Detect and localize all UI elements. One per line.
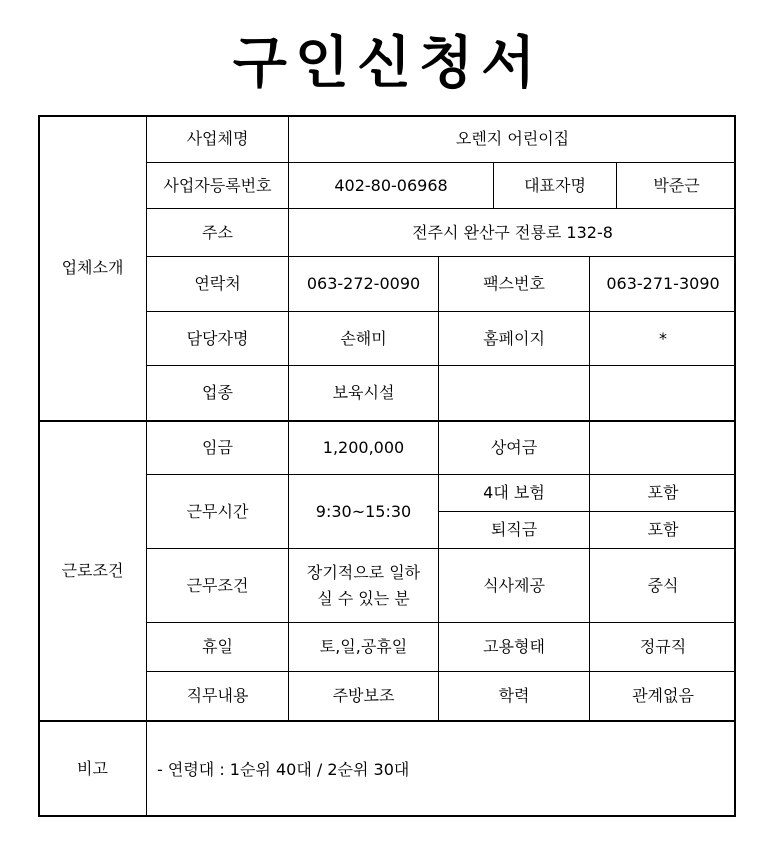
address-label: 주소 xyxy=(146,208,288,256)
holiday-value: 토,일,공휴일 xyxy=(288,622,438,671)
holiday-label: 휴일 xyxy=(146,622,288,671)
empty-cell xyxy=(438,365,589,420)
education-label: 학력 xyxy=(438,671,589,720)
industry-label: 업종 xyxy=(146,365,288,420)
duty-value: 주방보조 xyxy=(288,671,438,720)
industry-value: 보육시설 xyxy=(288,365,438,420)
wage-label: 임금 xyxy=(146,420,288,474)
ceo-value: 박준근 xyxy=(616,162,736,208)
phone-label: 연락처 xyxy=(146,256,288,311)
severance-value: 포함 xyxy=(589,511,736,548)
homepage-label: 홈페이지 xyxy=(438,311,589,365)
manager-value: 손해미 xyxy=(288,311,438,365)
hours-value: 9:30~15:30 xyxy=(288,474,438,548)
severance-label: 퇴직금 xyxy=(438,511,589,548)
education-value: 관계없음 xyxy=(589,671,736,720)
section-company: 업체소개 xyxy=(38,115,146,420)
meal-label: 식사제공 xyxy=(438,548,589,622)
empty-cell xyxy=(589,365,736,420)
company-name-label: 사업체명 xyxy=(146,115,288,162)
section-divider xyxy=(38,720,146,722)
section-conditions: 근로조건 xyxy=(38,420,146,720)
homepage-value: * xyxy=(589,311,736,365)
section-divider xyxy=(38,420,146,422)
document-title: 구인신청서 xyxy=(232,31,544,96)
regno-value: 402-80-06968 xyxy=(288,162,493,208)
regno-label: 사업자등록번호 xyxy=(146,162,288,208)
hours-label: 근무시간 xyxy=(146,474,288,548)
employment-value: 정규직 xyxy=(589,622,736,671)
meal-value: 중식 xyxy=(589,548,736,622)
terms-label: 근무조건 xyxy=(146,548,288,622)
ceo-label: 대표자명 xyxy=(493,162,616,208)
section-remarks: 비고 xyxy=(38,720,146,817)
bonus-value xyxy=(589,420,736,474)
bonus-label: 상여금 xyxy=(438,420,589,474)
phone-value: 063-272-0090 xyxy=(288,256,438,311)
job-application-form xyxy=(38,115,736,817)
employment-label: 고용형태 xyxy=(438,622,589,671)
duty-label: 직무내용 xyxy=(146,671,288,720)
insurance-value: 포함 xyxy=(589,474,736,511)
address-value: 전주시 완산구 전룡로 132-8 xyxy=(288,208,736,256)
company-name-value: 오렌지 어린이집 xyxy=(288,115,736,162)
manager-label: 담당자명 xyxy=(146,311,288,365)
fax-value: 063-271-3090 xyxy=(589,256,736,311)
fax-label: 팩스번호 xyxy=(438,256,589,311)
terms-value: 장기적으로 일하실 수 있는 분 xyxy=(288,548,438,622)
wage-value: 1,200,000 xyxy=(288,420,438,474)
remarks-text: - 연령대 : 1순위 40대 / 2순위 30대 xyxy=(146,720,736,817)
insurance-label: 4대 보험 xyxy=(438,474,589,511)
